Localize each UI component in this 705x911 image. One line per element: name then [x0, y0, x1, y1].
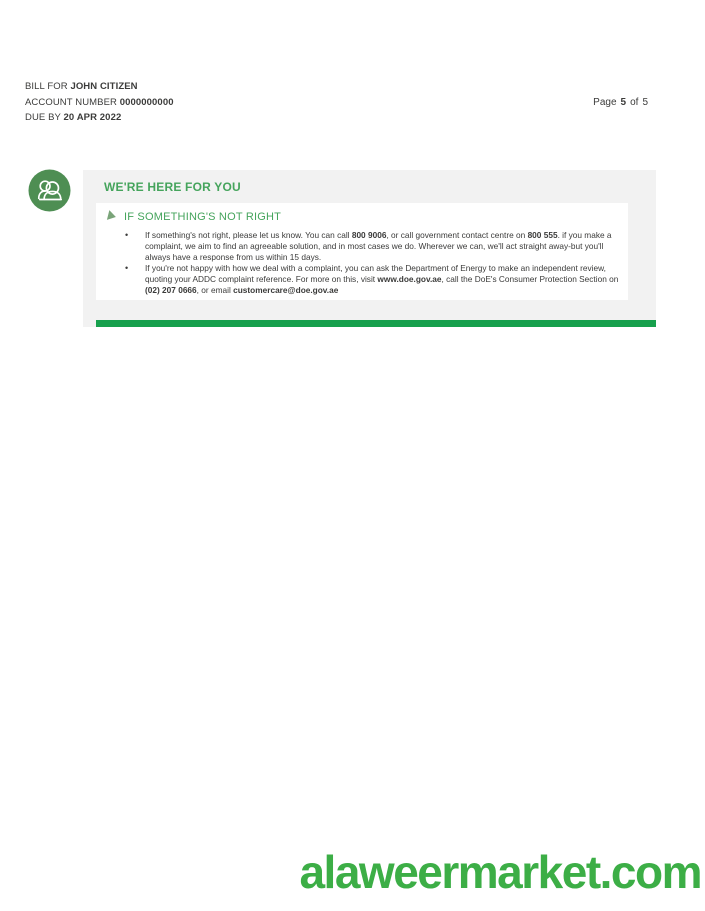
bill-for-value: JOHN CITIZEN: [70, 81, 138, 92]
panel-subheading-text: IF SOMETHING'S NOT RIGHT: [124, 211, 282, 223]
bill-meta-block: [25, 79, 174, 126]
due-by-value: 20 APR 2022: [63, 112, 122, 124]
section-title: WE'RE HERE FOR YOU: [104, 180, 241, 194]
bill-for-line: [25, 79, 174, 95]
page-total: 5: [642, 97, 648, 108]
watermark-text: alaweermarket.com: [299, 846, 701, 898]
due-by-label: DUE BY: [25, 112, 64, 124]
complaint-bullet-list: [125, 230, 622, 295]
bill-for-label: BILL FOR: [25, 81, 71, 92]
account-number-line: [25, 95, 174, 111]
section-bottom-bar: [96, 320, 656, 327]
complaint-bullet-item: • If something's not right, please let us know. You can call 800 9006, or call government contact centre on 800 555. if you make a complaint, we aim to find an agreeable solution, and in most cases we do. Wherever we can, we'll act straight away-but you'll always have a response from us within 15 days.: [125, 230, 622, 263]
if-somethings-not-right-panel: [96, 203, 628, 300]
panel-subheading: [108, 211, 281, 223]
page-current: 5: [620, 97, 627, 108]
due-by-line: [25, 110, 174, 126]
page-word: Page: [593, 97, 617, 108]
people-group-icon: [28, 169, 71, 212]
triangle-right-icon: [107, 210, 117, 222]
were-here-for-you-section: [83, 170, 656, 327]
complaint-bullet-item: • If you're not happy with how we deal with a complaint, you can ask the Department of Energy to make an independent review, quoting your ADDC complaint reference. For more on this, visit www.doe.gov.ae, call the DoE's Consumer Protection Section on (02) 207 0666, or email customercare@doe.gov.ae: [125, 263, 622, 296]
account-number-value: 0000000000: [119, 96, 174, 108]
account-number-label: ACCOUNT NUMBER: [25, 96, 120, 108]
page-indicator: [593, 97, 648, 108]
page-of-word: of: [630, 97, 639, 108]
